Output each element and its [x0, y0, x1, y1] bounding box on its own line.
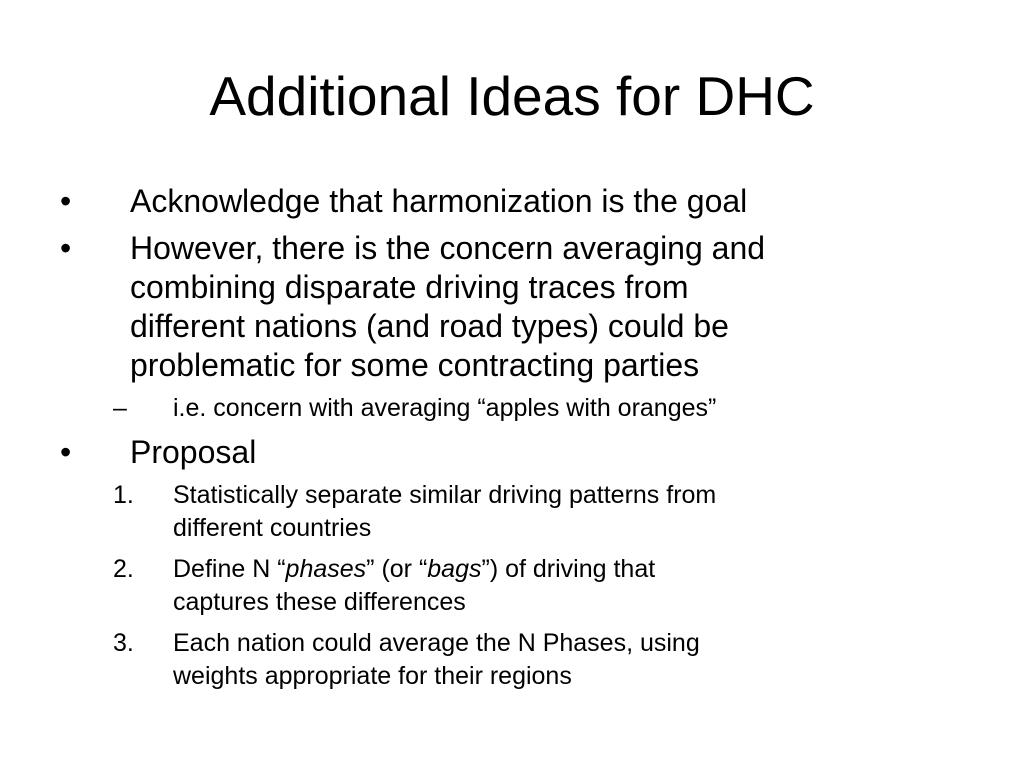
text-run: Define N “	[173, 555, 286, 583]
numbered-text	[173, 553, 1013, 619]
bullet-line: problematic for some contracting parties	[130, 347, 700, 383]
text-run: ”) of driving that	[481, 555, 656, 583]
numbered-text	[173, 627, 1013, 693]
sub-bullet-line: i.e. concern with averaging “apples with oranges”	[173, 394, 717, 422]
bullet-text	[130, 182, 1010, 221]
slide-title: Additional Ideas for DHC	[209, 65, 815, 127]
text-run: ” (or “	[366, 555, 428, 583]
numbered-text	[173, 479, 1013, 545]
italic-term: phases	[285, 555, 367, 583]
bullet-line: combining disparate driving traces from	[130, 269, 689, 305]
item-number: 2.	[113, 555, 134, 583]
bullet-marker: •	[60, 434, 72, 470]
item-number: 3.	[113, 629, 134, 657]
numbered-line: Each nation could average the N Phases, using	[173, 629, 700, 657]
bullet-line: different nations (and road types) could be	[130, 308, 729, 344]
dash-marker: –	[113, 394, 127, 422]
numbered-line: weights appropriate for their regions	[173, 662, 572, 690]
bullet-line: Proposal	[130, 434, 257, 470]
numbered-line: Statistically separate similar driving patterns from	[173, 481, 717, 509]
numbered-line: captures these differences	[173, 588, 466, 616]
bullet-text	[130, 433, 1010, 472]
numbered-line	[173, 553, 1013, 586]
bullet-text	[130, 229, 1010, 385]
sub-bullet-text	[173, 392, 1013, 425]
bullet-marker: •	[60, 183, 72, 219]
bullet-line: Acknowledge that harmonization is the goal	[130, 183, 748, 219]
italic-term: bags	[427, 555, 482, 583]
item-number: 1.	[113, 481, 134, 509]
bullet-line: However, there is the concern averaging and	[130, 230, 766, 266]
bullet-marker: •	[60, 230, 72, 266]
numbered-line: different countries	[173, 514, 372, 542]
